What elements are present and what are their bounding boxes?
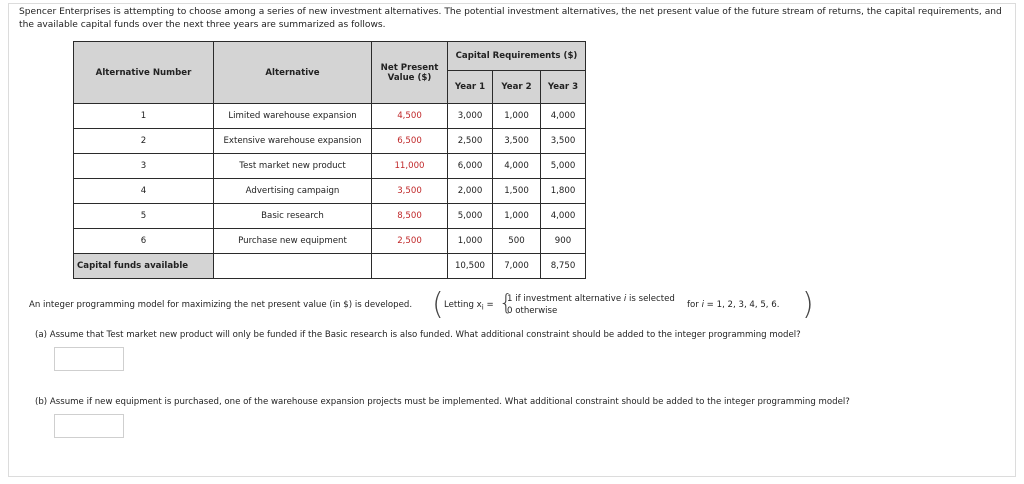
header-year1: Year 1 (448, 71, 493, 104)
model-lead-text: An integer programming model for maximizing the net present value (in $) is developed. (29, 300, 413, 310)
answer-a-input[interactable] (54, 347, 124, 371)
header-alternative: Alternative (214, 42, 372, 104)
alt-number: 2 (74, 129, 214, 154)
table-row (74, 129, 586, 154)
alt-npv: 11,000 (372, 154, 448, 179)
alt-year1: 2,500 (448, 129, 493, 154)
alt-number: 5 (74, 204, 214, 229)
alt-year1: 5,000 (448, 204, 493, 229)
funds-year1: 10,500 (448, 254, 493, 279)
header-alternative-number: Alternative Number (74, 42, 214, 104)
alt-npv: 3,500 (372, 179, 448, 204)
header-capital-requirements: Capital Requirements ($) (448, 42, 586, 71)
alt-number: 1 (74, 104, 214, 129)
alt-name: Basic research (214, 204, 372, 229)
case1-post: is selected (626, 294, 675, 304)
alt-number: 6 (74, 229, 214, 254)
header-year3: Year 3 (541, 71, 586, 104)
header-year2: Year 2 (493, 71, 541, 104)
alt-npv: 8,500 (372, 204, 448, 229)
alt-npv: 2,500 (372, 229, 448, 254)
alt-year3: 5,000 (541, 154, 586, 179)
funds-row (74, 254, 586, 279)
alt-year2: 1,000 (493, 104, 541, 129)
alt-year1: 2,000 (448, 179, 493, 204)
funds-year3: 8,750 (541, 254, 586, 279)
question-a: (a) Assume that Test market new product will only be funded if the Basic research is also funded. What additional constraint should be added to the integer programming model? (35, 330, 801, 340)
alt-year3: 3,500 (541, 129, 586, 154)
alt-number: 3 (74, 154, 214, 179)
alt-number: 4 (74, 179, 214, 204)
alt-year1: 3,000 (448, 104, 493, 129)
table-row (74, 179, 586, 204)
alt-year3: 1,800 (541, 179, 586, 204)
alt-year2: 3,500 (493, 129, 541, 154)
case-selected (507, 294, 675, 304)
close-paren: ) (802, 287, 814, 322)
letting-subscript: i (481, 302, 484, 312)
letting-text (444, 300, 494, 312)
table-row (74, 104, 586, 129)
alt-year2: 500 (493, 229, 541, 254)
for-var: i (701, 300, 704, 310)
problem-intro: Spencer Enterprises is attempting to choose among a series of new investment alternatives. The potential investment alternatives, the net present value of the future stream of returns, the capital requirements, and the available capital funds over the next three years are summarized as follows. (19, 7, 1002, 30)
capital-table (73, 41, 586, 279)
question-b: (b) Assume if new equipment is purchased, one of the warehouse expansion projects must be implemented. What additional constraint should be added to the integer programming model? (35, 397, 850, 407)
alt-name: Extensive warehouse expansion (214, 129, 372, 154)
open-paren: ( (432, 287, 444, 322)
funds-empty-cell (372, 254, 448, 279)
funds-label: Capital funds available (74, 254, 214, 279)
letting-equals: = (483, 300, 494, 310)
letting-label: Letting x (444, 300, 482, 310)
alt-npv: 4,500 (372, 104, 448, 129)
alt-name: Advertising campaign (214, 179, 372, 204)
alt-year2: 1,500 (493, 179, 541, 204)
funds-year2: 7,000 (493, 254, 541, 279)
alt-year1: 6,000 (448, 154, 493, 179)
cases-brace: { (499, 291, 513, 316)
model-statement (29, 287, 1024, 324)
alt-year1: 1,000 (448, 229, 493, 254)
alt-name: Limited warehouse expansion (214, 104, 372, 129)
table-header-row (74, 42, 586, 71)
index-range (687, 300, 779, 310)
for-text: for (687, 300, 702, 310)
table-row (74, 229, 586, 254)
alt-year3: 900 (541, 229, 586, 254)
alt-year3: 4,000 (541, 204, 586, 229)
alt-year2: 4,000 (493, 154, 541, 179)
table-row (74, 204, 586, 229)
alt-year3: 4,000 (541, 104, 586, 129)
case1-text: 1 if investment alternative (507, 294, 624, 304)
header-npv: Net Present Value ($) (372, 42, 448, 104)
alt-name: Purchase new equipment (214, 229, 372, 254)
for-range: = 1, 2, 3, 4, 5, 6. (703, 300, 780, 310)
case1-var: i (623, 294, 627, 304)
problem-panel (8, 3, 1016, 477)
answer-b-input[interactable] (54, 414, 124, 438)
alt-npv: 6,500 (372, 129, 448, 154)
alt-name: Test market new product (214, 154, 372, 179)
table-row (74, 154, 586, 179)
case-otherwise: 0 otherwise (507, 306, 558, 316)
funds-empty-cell (214, 254, 372, 279)
alt-year2: 1,000 (493, 204, 541, 229)
